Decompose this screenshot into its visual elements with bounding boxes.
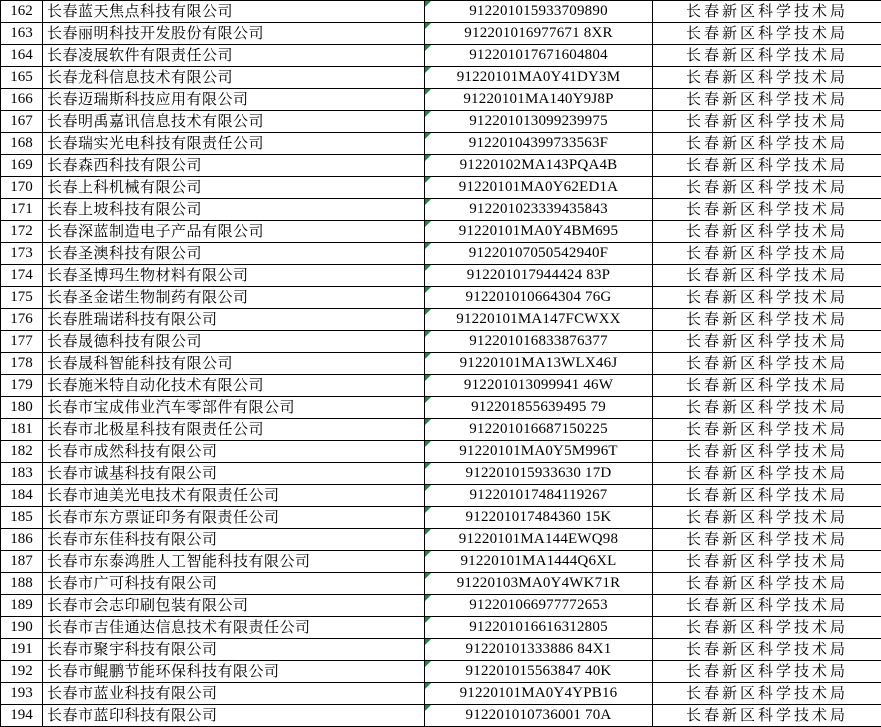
- cell-index[interactable]: 183: [1, 463, 43, 485]
- cell-company-name[interactable]: 长春圣澳科技有限公司: [43, 243, 425, 265]
- cell-credit-code[interactable]: 91220104399733563F: [425, 133, 653, 155]
- table-row[interactable]: [1, 683, 881, 705]
- cell-index[interactable]: 178: [1, 353, 43, 375]
- cell-recommending-org[interactable]: 长春新区科学技术局: [653, 133, 881, 155]
- cell-company-name[interactable]: 长春市聚宇科技有限公司: [43, 639, 425, 661]
- cell-company-name[interactable]: 长春深蓝制造电子产品有限公司: [43, 221, 425, 243]
- cell-recommending-org[interactable]: 长春新区科学技术局: [653, 463, 881, 485]
- table-row[interactable]: [1, 287, 881, 309]
- cell-company-name[interactable]: 长春市成然科技有限公司: [43, 441, 425, 463]
- table-row[interactable]: [1, 595, 881, 617]
- cell-index[interactable]: 180: [1, 397, 43, 419]
- table-row[interactable]: [1, 375, 881, 397]
- cell-company-name[interactable]: 长春蓝天焦点科技有限公司: [43, 1, 425, 23]
- cell-recommending-org[interactable]: 长春新区科学技术局: [653, 1, 881, 23]
- table-row[interactable]: [1, 397, 881, 419]
- cell-credit-code[interactable]: 91220101MA13WLX46J: [425, 353, 653, 375]
- cell-company-name[interactable]: 长春市迪美光电技术有限责任公司: [43, 485, 425, 507]
- cell-index[interactable]: 174: [1, 265, 43, 287]
- cell-recommending-org[interactable]: 长春新区科学技术局: [653, 221, 881, 243]
- table-row[interactable]: [1, 353, 881, 375]
- cell-recommending-org[interactable]: 长春新区科学技术局: [653, 485, 881, 507]
- cell-company-name[interactable]: 长春迈瑞斯科技应用有限公司: [43, 89, 425, 111]
- cell-credit-code[interactable]: 912201015563847 40K: [425, 661, 653, 683]
- cell-company-name[interactable]: 长春上坡科技有限公司: [43, 199, 425, 221]
- cell-recommending-org[interactable]: 长春新区科学技术局: [653, 683, 881, 705]
- cell-recommending-org[interactable]: 长春新区科学技术局: [653, 177, 881, 199]
- cell-index[interactable]: 164: [1, 45, 43, 67]
- cell-credit-code[interactable]: 912201017944424 83P: [425, 265, 653, 287]
- cell-company-name[interactable]: 长春圣金诺生物制药有限公司: [43, 287, 425, 309]
- cell-recommending-org[interactable]: 长春新区科学技术局: [653, 661, 881, 683]
- cell-index[interactable]: 187: [1, 551, 43, 573]
- cell-recommending-org[interactable]: 长春新区科学技术局: [653, 705, 881, 727]
- table-row[interactable]: [1, 45, 881, 67]
- cell-credit-code[interactable]: 91220101MA140Y9J8P: [425, 89, 653, 111]
- cell-index[interactable]: 184: [1, 485, 43, 507]
- cell-recommending-org[interactable]: 长春新区科学技术局: [653, 243, 881, 265]
- cell-company-name[interactable]: 长春晟科智能科技有限公司: [43, 353, 425, 375]
- cell-credit-code[interactable]: 91220107050542940F: [425, 243, 653, 265]
- cell-index[interactable]: 182: [1, 441, 43, 463]
- cell-index[interactable]: 188: [1, 573, 43, 595]
- cell-credit-code[interactable]: 91220101MA1444Q6XL: [425, 551, 653, 573]
- cell-credit-code[interactable]: 912201015933709890: [425, 1, 653, 23]
- cell-index[interactable]: 162: [1, 1, 43, 23]
- cell-credit-code[interactable]: 91220101MA0Y62ED1A: [425, 177, 653, 199]
- cell-index[interactable]: 163: [1, 23, 43, 45]
- cell-company-name[interactable]: 长春市东方票证印务有限责任公司: [43, 507, 425, 529]
- table-row[interactable]: [1, 309, 881, 331]
- table-row[interactable]: [1, 155, 881, 177]
- cell-index[interactable]: 179: [1, 375, 43, 397]
- cell-credit-code[interactable]: 912201013099941 46W: [425, 375, 653, 397]
- cell-index[interactable]: 167: [1, 111, 43, 133]
- cell-recommending-org[interactable]: 长春新区科学技术局: [653, 155, 881, 177]
- cell-recommending-org[interactable]: 长春新区科学技术局: [653, 23, 881, 45]
- table-row[interactable]: [1, 463, 881, 485]
- table-row[interactable]: [1, 67, 881, 89]
- cell-index[interactable]: 173: [1, 243, 43, 265]
- cell-credit-code[interactable]: 91220101MA0Y4BM695: [425, 221, 653, 243]
- table-row[interactable]: [1, 331, 881, 353]
- cell-index[interactable]: 189: [1, 595, 43, 617]
- table-row[interactable]: [1, 177, 881, 199]
- cell-credit-code[interactable]: 91220101333886 84X1: [425, 639, 653, 661]
- cell-company-name[interactable]: 长春市会志印刷包装有限公司: [43, 595, 425, 617]
- cell-index[interactable]: 170: [1, 177, 43, 199]
- table-row[interactable]: [1, 133, 881, 155]
- cell-recommending-org[interactable]: 长春新区科学技术局: [653, 551, 881, 573]
- cell-index[interactable]: 191: [1, 639, 43, 661]
- cell-company-name[interactable]: 长春凌展软件有限责任公司: [43, 45, 425, 67]
- cell-company-name[interactable]: 长春森西科技有限公司: [43, 155, 425, 177]
- table-row[interactable]: [1, 221, 881, 243]
- cell-recommending-org[interactable]: 长春新区科学技术局: [653, 529, 881, 551]
- cell-company-name[interactable]: 长春晟德科技有限公司: [43, 331, 425, 353]
- cell-index[interactable]: 175: [1, 287, 43, 309]
- cell-recommending-org[interactable]: 长春新区科学技术局: [653, 265, 881, 287]
- table-row[interactable]: [1, 265, 881, 287]
- table-body: [1, 1, 881, 727]
- cell-credit-code[interactable]: 912201017484119267: [425, 485, 653, 507]
- table-row[interactable]: [1, 419, 881, 441]
- cell-recommending-org[interactable]: 长春新区科学技术局: [653, 397, 881, 419]
- cell-index[interactable]: 166: [1, 89, 43, 111]
- cell-credit-code[interactable]: 91220102MA143PQA4B: [425, 155, 653, 177]
- cell-recommending-org[interactable]: 长春新区科学技术局: [653, 595, 881, 617]
- cell-credit-code[interactable]: 91220101MA147FCWXX: [425, 309, 653, 331]
- cell-recommending-org[interactable]: 长春新区科学技术局: [653, 287, 881, 309]
- cell-company-name[interactable]: 长春市东泰鸿胜人工智能科技有限公司: [43, 551, 425, 573]
- cell-recommending-org[interactable]: 长春新区科学技术局: [653, 309, 881, 331]
- cell-recommending-org[interactable]: 长春新区科学技术局: [653, 419, 881, 441]
- cell-recommending-org[interactable]: 长春新区科学技术局: [653, 375, 881, 397]
- table-row[interactable]: [1, 111, 881, 133]
- cell-index[interactable]: 190: [1, 617, 43, 639]
- cell-recommending-org[interactable]: 长春新区科学技术局: [653, 573, 881, 595]
- cell-recommending-org[interactable]: 长春新区科学技术局: [653, 331, 881, 353]
- cell-credit-code[interactable]: 912201066977772653: [425, 595, 653, 617]
- cell-index[interactable]: 171: [1, 199, 43, 221]
- table-row[interactable]: [1, 661, 881, 683]
- cell-company-name[interactable]: 长春胜瑞诺科技有限公司: [43, 309, 425, 331]
- table-row[interactable]: [1, 639, 881, 661]
- cell-credit-code[interactable]: 912201013099239975: [425, 111, 653, 133]
- cell-recommending-org[interactable]: 长春新区科学技术局: [653, 67, 881, 89]
- cell-credit-code[interactable]: 91220103MA0Y4WK71R: [425, 573, 653, 595]
- cell-index[interactable]: 177: [1, 331, 43, 353]
- cell-recommending-org[interactable]: 长春新区科学技术局: [653, 507, 881, 529]
- cell-recommending-org[interactable]: 长春新区科学技术局: [653, 89, 881, 111]
- table-row[interactable]: [1, 485, 881, 507]
- cell-recommending-org[interactable]: 长春新区科学技术局: [653, 353, 881, 375]
- cell-credit-code[interactable]: 912201016687150225: [425, 419, 653, 441]
- cell-credit-code[interactable]: 912201010664304 76G: [425, 287, 653, 309]
- cell-company-name[interactable]: 长春市诚基科技有限公司: [43, 463, 425, 485]
- cell-company-name[interactable]: 长春圣博玛生物材料有限公司: [43, 265, 425, 287]
- cell-credit-code[interactable]: 912201015933630 17D: [425, 463, 653, 485]
- cell-company-name[interactable]: 长春瑞实光电科技有限责任公司: [43, 133, 425, 155]
- cell-recommending-org[interactable]: 长春新区科学技术局: [653, 111, 881, 133]
- table-row[interactable]: [1, 573, 881, 595]
- cell-index[interactable]: 185: [1, 507, 43, 529]
- cell-credit-code[interactable]: 912201016833876377: [425, 331, 653, 353]
- cell-index[interactable]: 181: [1, 419, 43, 441]
- cell-company-name[interactable]: 长春上科机械有限公司: [43, 177, 425, 199]
- cell-recommending-org[interactable]: 长春新区科学技术局: [653, 617, 881, 639]
- cell-company-name[interactable]: 长春市蓝业科技有限公司: [43, 683, 425, 705]
- table-row[interactable]: [1, 243, 881, 265]
- cell-credit-code[interactable]: 91220101MA0Y4YPB16: [425, 683, 653, 705]
- cell-company-name[interactable]: 长春市鲲鹏节能环保科技有限公司: [43, 661, 425, 683]
- table-row[interactable]: [1, 441, 881, 463]
- cell-credit-code[interactable]: 912201016977671 8XR: [425, 23, 653, 45]
- cell-credit-code[interactable]: 91220101MA0Y41DY3M: [425, 67, 653, 89]
- cell-credit-code[interactable]: 91220101MA144EWQ98: [425, 529, 653, 551]
- cell-recommending-org[interactable]: 长春新区科学技术局: [653, 639, 881, 661]
- cell-company-name[interactable]: 长春市吉佳通达信息技术有限责任公司: [43, 617, 425, 639]
- table-row[interactable]: [1, 23, 881, 45]
- table-row[interactable]: [1, 529, 881, 551]
- cell-credit-code[interactable]: 912201855639495 79: [425, 397, 653, 419]
- cell-index[interactable]: 194: [1, 705, 43, 727]
- table-row[interactable]: [1, 551, 881, 573]
- cell-index[interactable]: 193: [1, 683, 43, 705]
- cell-company-name[interactable]: 长春市北极星科技有限责任公司: [43, 419, 425, 441]
- cell-company-name[interactable]: 长春市蓝印科技有限公司: [43, 705, 425, 727]
- cell-index[interactable]: 186: [1, 529, 43, 551]
- cell-company-name[interactable]: 长春明禹嘉讯信息技术有限公司: [43, 111, 425, 133]
- cell-credit-code[interactable]: 912201017484360 15K: [425, 507, 653, 529]
- cell-index[interactable]: 176: [1, 309, 43, 331]
- cell-credit-code[interactable]: 912201017671604804: [425, 45, 653, 67]
- cell-recommending-org[interactable]: 长春新区科学技术局: [653, 441, 881, 463]
- cell-index[interactable]: 172: [1, 221, 43, 243]
- cell-credit-code[interactable]: 912201010736001 70A: [425, 705, 653, 727]
- cell-recommending-org[interactable]: 长春新区科学技术局: [653, 45, 881, 67]
- table-row[interactable]: [1, 1, 881, 23]
- cell-credit-code[interactable]: 912201016616312805: [425, 617, 653, 639]
- cell-credit-code[interactable]: 91220101MA0Y5M996T: [425, 441, 653, 463]
- cell-credit-code[interactable]: 912201023339435843: [425, 199, 653, 221]
- cell-index[interactable]: 165: [1, 67, 43, 89]
- cell-index[interactable]: 192: [1, 661, 43, 683]
- cell-company-name[interactable]: 长春市宝成伟业汽车零部件有限公司: [43, 397, 425, 419]
- cell-company-name[interactable]: 长春龙科信息技术有限公司: [43, 67, 425, 89]
- cell-company-name[interactable]: 长春丽明科技开发股份有限公司: [43, 23, 425, 45]
- table-row[interactable]: [1, 507, 881, 529]
- table-row[interactable]: [1, 705, 881, 727]
- cell-index[interactable]: 169: [1, 155, 43, 177]
- cell-recommending-org[interactable]: 长春新区科学技术局: [653, 199, 881, 221]
- cell-company-name[interactable]: 长春市东佳科技有限公司: [43, 529, 425, 551]
- cell-index[interactable]: 168: [1, 133, 43, 155]
- cell-company-name[interactable]: 长春市广可科技有限公司: [43, 573, 425, 595]
- table-row[interactable]: [1, 89, 881, 111]
- table-row[interactable]: [1, 617, 881, 639]
- table-row[interactable]: [1, 199, 881, 221]
- cell-company-name[interactable]: 长春施米特自动化技术有限公司: [43, 375, 425, 397]
